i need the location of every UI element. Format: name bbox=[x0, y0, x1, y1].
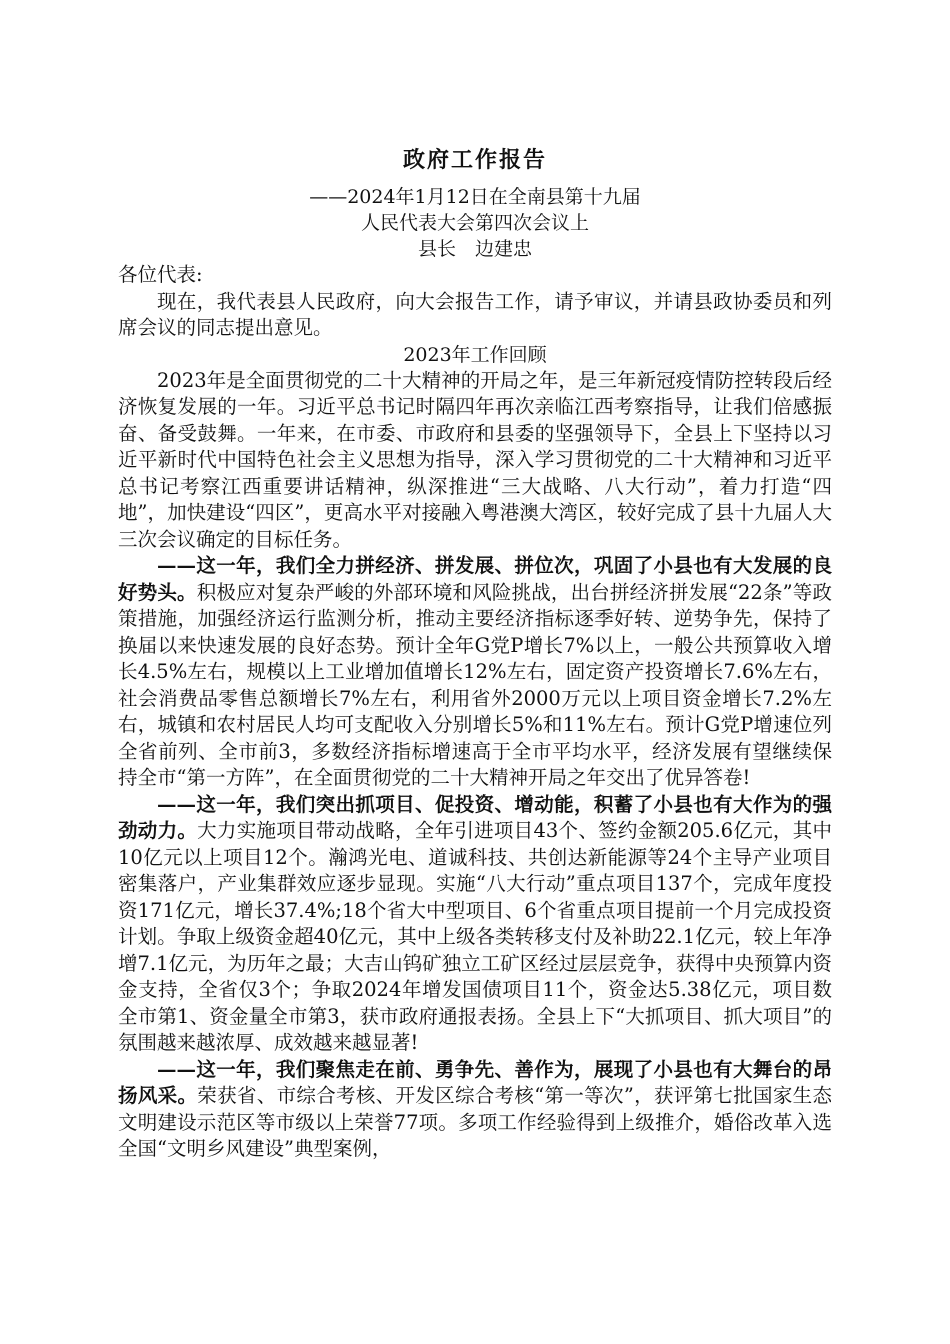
paragraph-text: 荣获省、市综合考核、开发区综合考核“第一等次”，获评第七批国家生态文明建设示范区等市级以上荣誉77项。多项工作经验得到上级推介，婚俗改革入选全国“文明乡风建设”典型案例， bbox=[118, 1084, 832, 1160]
paragraph-lead: ——这一年，我们全力拼经济、拼发展、拼位次，巩固了小县也有大发展的良好势头。 bbox=[118, 554, 832, 604]
paragraph-text: 大力实施项目带动战略，全年引进项目43个、签约金额205.6亿元，其中10亿元以上项目12个。瀚鸿光电、道诚科技、共创达新能源等24个主导产业项目密集落户，产业集群效应逐步显现。实施“八大行动”重点项目137个，完成年度投资171亿元，增长37.4%;18个省大中型项目、6个省重点项目提前一个月完成投资计划。争取上级资金超40亿元，其中上级各类转移支付及补助22.1亿元，较上年净增7.1亿元，为历年之最；大吉山钨矿独立工矿区经过层层竞争，获得中央预算内资金支持，全省仅3个；争取2024年增发国债项目11个，资金达5.38亿元，项目数全市第1、资金量全市第3，获市政府通报表扬。全县上下“大抓项目、抓大项目”的氛围越来越浓厚、成效越来越显著! bbox=[118, 819, 832, 1054]
body-paragraph-1 bbox=[118, 368, 832, 554]
paragraph-text: 2023年是全面贯彻党的二十大精神的开局之年，是三年新冠疫情防控转段后经济恢复发展的一年。习近平总书记时隔四年再次亲临江西考察指导，让我们倍感振奋、备受鼓舞。一年来，在市委、市政府和县委的坚强领导下，全县上下坚持以习近平新时代中国特色社会主义思想为指导，深入学习贯彻党的二十大精神和习近平总书记考察江西重要讲话精神，纵深推进“三大战略、八大行动”，着力打造“四地”，加快建设“四区”，更高水平对接融入粤港澳大湾区，较好完成了县十九届人大三次会议确定的目标任务。 bbox=[118, 368, 832, 551]
document-title: 政府工作报告 bbox=[402, 147, 547, 173]
paragraph-lead: ——这一年，我们聚焦走在前、勇争先、善作为，展现了小县也有大舞台的昂扬风采。 bbox=[118, 1057, 832, 1107]
salutation: 各位代表: bbox=[118, 263, 203, 286]
body-paragraph-2 bbox=[118, 553, 832, 792]
subtitle-line-2: 人民代表大会第四次会议上 bbox=[360, 212, 589, 234]
body-paragraph-4 bbox=[118, 1057, 832, 1163]
document-page bbox=[118, 142, 832, 1163]
paragraph-lead: ——这一年，我们突出抓项目、促投资、增动能，积蓄了小县也有大作为的强劲动力。 bbox=[118, 792, 832, 842]
subtitle-line-3: 县长 边建忠 bbox=[417, 238, 532, 260]
intro-paragraph: 现在，我代表县人民政府，向大会报告工作，请予审议，并请县政协委员和列席会议的同志提出意见。 bbox=[118, 289, 832, 339]
paragraph-text: 积极应对复杂严峻的外部环境和风险挑战，出台拼经济拼发展“22条”等政策措施，加强经济运行监测分析，推动主要经济指标逐季好转、逆势争先，保持了换届以来快速发展的良好态势。预计全年G党P增长7%以上，一般公共预算收入增长4.5%左右，规模以上工业增加值增长12%左右，固定资产投资增长7.6%左右，社会消费品零售总额增长7%左右，利用省外2000万元以上项目资金增长7.2%左右，城镇和农村居民人均可支配收入分别增长5%和11%左右。预计G党P增速位列全省前列、全市前3，多数经济指标增速高于全市平均水平，经济发展有望继续保持全市“第一方阵”，在全面贯彻党的二十大精神开局之年交出了优异答卷! bbox=[118, 580, 832, 789]
section-title: 2023年工作回顾 bbox=[403, 343, 547, 366]
subtitle-line-1: ——2024年1月12日在全南县第十九届 bbox=[309, 186, 641, 208]
body-paragraph-3 bbox=[118, 792, 832, 1057]
